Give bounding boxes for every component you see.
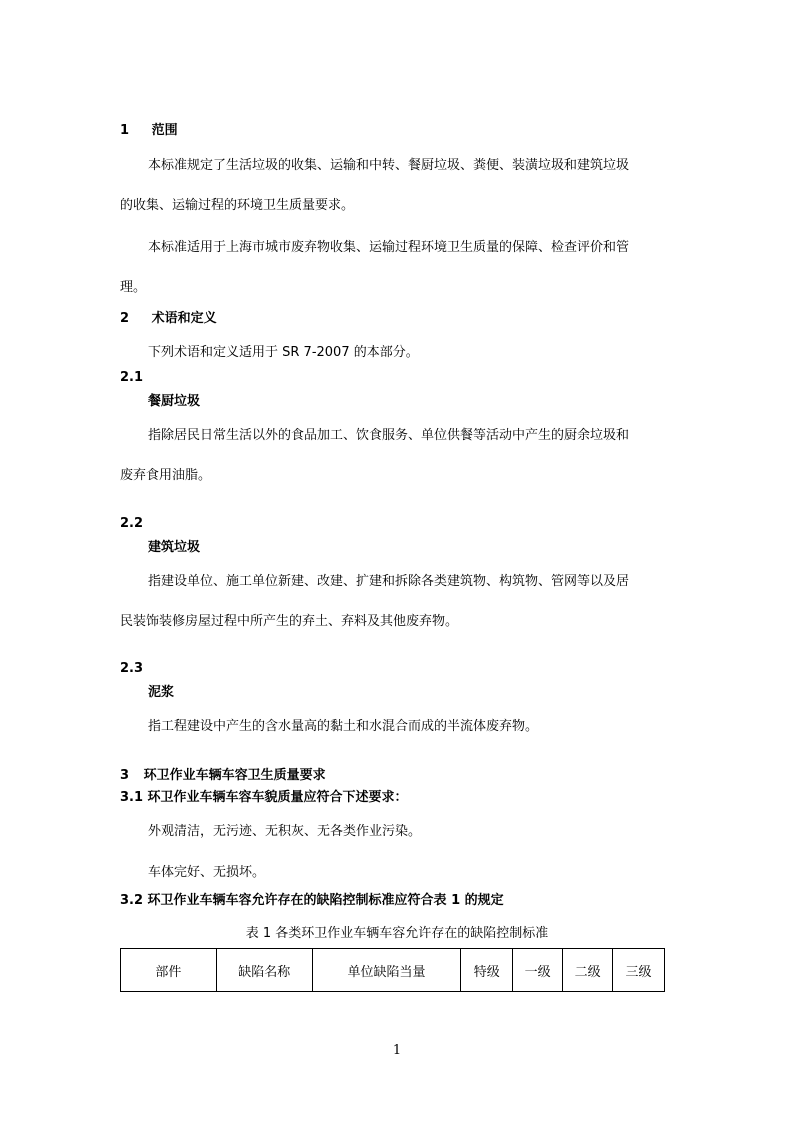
table-header-cell: 缺陷名称 [216, 949, 312, 992]
section-1-heading [120, 119, 178, 138]
table-header-cell: 三级 [613, 949, 665, 992]
paragraph-line: 指工程建设中产生的含水量高的黏土和水混合而成的半流体废弃物。 [148, 719, 539, 734]
term-number: 2.1 [120, 370, 144, 385]
section-title: 范围 [151, 123, 178, 138]
table-header-cell: 部件 [121, 949, 217, 992]
section-title: 环卫作业车辆车容卫生质量要求 [143, 768, 326, 783]
defect-control-table [120, 948, 665, 992]
section-number: 1 [120, 123, 130, 138]
subsection-3-1-heading: 3.1 环卫作业车辆车容车貌质量应符合下述要求： [120, 790, 408, 805]
section-number: 2 [120, 311, 130, 326]
table-header-cell: 特级 [461, 949, 513, 992]
table-header-cell: 一级 [513, 949, 563, 992]
term-title: 餐厨垃圾 [148, 394, 201, 409]
section-title: 术语和定义 [151, 311, 217, 326]
table-header-cell: 二级 [563, 949, 613, 992]
paragraph-line: 本标准适用于上海市城市废弃物收集、运输过程环境卫生质量的保障、检查评价和管 [148, 240, 630, 255]
requirement-line: 外观清洁，无污迹、无积灰、无各类作业污染。 [148, 824, 422, 839]
table-header-row [121, 949, 665, 992]
table-header-cell: 单位缺陷当量 [312, 949, 461, 992]
section-3-heading [120, 764, 326, 783]
table-caption: 表 1 各类环卫作业车辆车容允许存在的缺陷控制标准 [245, 926, 549, 941]
paragraph-line: 指除居民日常生活以外的食品加工、饮食服务、单位供餐等活动中产生的厨余垃圾和 [148, 428, 630, 443]
subsection-3-2-heading: 3.2 环卫作业车辆车容允许存在的缺陷控制标准应符合表 1 的规定 [120, 893, 504, 908]
paragraph-line: 民装饰装修房屋过程中所产生的弃土、弃料及其他废弃物。 [120, 614, 459, 629]
term-number: 2.3 [120, 661, 144, 676]
paragraph-line: 下列术语和定义适用于 SR 7-2007 的本部分。 [148, 345, 419, 360]
paragraph-line: 本标准规定了生活垃圾的收集、运输和中转、餐厨垃圾、粪便、装潢垃圾和建筑垃圾 [148, 158, 630, 173]
term-title: 泥浆 [148, 685, 175, 700]
page-number: 1 [392, 1043, 402, 1058]
paragraph-line: 废弃食用油脂。 [120, 468, 212, 483]
term-number: 2.2 [120, 516, 144, 531]
term-title: 建筑垃圾 [148, 540, 201, 555]
paragraph-line: 理。 [120, 280, 147, 295]
section-2-heading [120, 307, 217, 326]
section-number: 3 [120, 768, 130, 783]
paragraph-line: 的收集、运输过程的环境卫生质量要求。 [120, 198, 355, 213]
paragraph-line: 指建设单位、施工单位新建、改建、扩建和拆除各类建筑物、构筑物、管网等以及居 [148, 574, 630, 589]
requirement-line: 车体完好、无损坏。 [148, 865, 266, 880]
